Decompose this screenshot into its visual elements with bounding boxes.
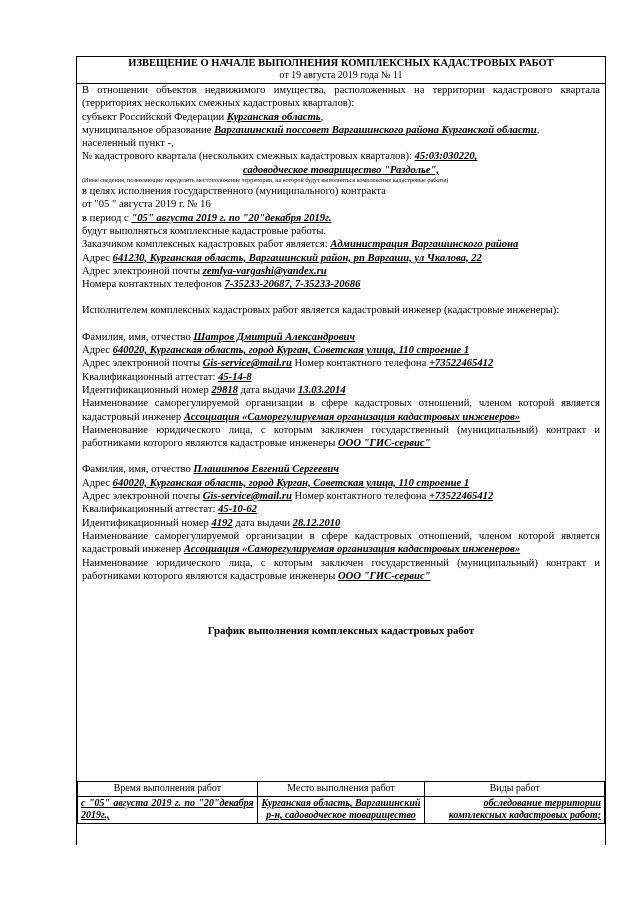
- subject-value: Курганская область: [226, 111, 321, 123]
- engineer-block-2: [82, 463, 600, 583]
- cert-label: Квалификационный аттестат:: [82, 504, 219, 516]
- location-note: (Иные сведения, позволяющие определить местоположение территории, на которой будут выполняться комплексные кадастровые работы): [82, 177, 449, 185]
- period-line: [82, 212, 600, 225]
- customer-label: Заказчиком комплексных кадастровых работ является:: [82, 239, 331, 251]
- spacer: [82, 291, 600, 304]
- subject-tail: ,: [320, 111, 324, 123]
- issue-value: 28.12.2010: [292, 517, 341, 529]
- notice-title: ИЗВЕЩЕНИЕ О НАЧАЛЕ ВЫПОЛНЕНИЯ КОМПЛЕКСНЫХ КАДАСТРОВЫХ РАБОТ: [128, 58, 554, 69]
- phone-label: Номер контактного телефона: [291, 491, 429, 503]
- row-place-value: Курганская область, Варгашинский р-н, садоводческое товарищество: [261, 798, 421, 821]
- municipal-label: муниципальное образование: [82, 124, 215, 136]
- contract-date: от "05 " августа 2019 г. № 16: [82, 199, 211, 211]
- engineer-address: [82, 477, 600, 490]
- works-line: будут выполняться комплексные кадастровые работы.: [82, 225, 327, 237]
- intro-paragraph: В отношении объектов недвижимого имущества, расположенных на территории кадастрового квартала (территориях нескольких смежных кадастровых кварталов):: [82, 85, 600, 110]
- notice-frame: [76, 56, 606, 845]
- settlement-line: населенный пункт -,: [82, 138, 174, 150]
- subject-label: субъект Российской Федерации: [82, 111, 227, 123]
- customer-email-value: zemlya-vargashi@yandex.ru: [202, 265, 327, 277]
- row-kind: [425, 797, 605, 824]
- row-time-value: с "05" августа 2019 г. по "20"декабря 2019г.,: [81, 798, 254, 821]
- engineer-fio: [82, 463, 600, 476]
- engineer-block-1: [82, 331, 600, 451]
- engineer-address: [82, 344, 600, 357]
- engineer-contacts: [82, 490, 600, 503]
- id-value: 29818: [211, 384, 238, 396]
- legal-value: ООО "ГИС-сервис": [338, 438, 431, 450]
- cert-label: Квалификационный аттестат:: [82, 371, 219, 383]
- row-kind-value: обследование территории комплексных кадастровых работ;: [448, 798, 601, 821]
- engineer-fio: [82, 331, 600, 344]
- email-label: Адрес электронной почты: [82, 491, 203, 503]
- quarter-line-2: [82, 164, 600, 177]
- customer-phones-value: 7-35233-20687, 7-35233-20686: [224, 279, 361, 291]
- customer-phones: [82, 278, 600, 291]
- fio-value: Плашинпов Евгений Сергеевич: [193, 464, 339, 476]
- quarter-value-2: садоводческое товарищество "Раздолье",: [242, 164, 440, 176]
- id-value: 4192: [211, 517, 233, 529]
- sro-value: Ассоциация «Саморегулируемая организация кадастровых инженеров»: [183, 544, 521, 556]
- spacer: [82, 583, 600, 623]
- customer-email-label: Адрес электронной почты: [82, 265, 203, 277]
- customer-value: Администрация Варгашинского района: [330, 239, 519, 251]
- period-value: "05" августа 2019 г. по "20"декабря 2019г.: [131, 212, 332, 224]
- row-place: [257, 797, 425, 824]
- legal-value: ООО "ГИС-сервис": [338, 570, 431, 582]
- sro-value: Ассоциация «Саморегулируемая организация кадастровых инженеров»: [183, 411, 521, 423]
- schedule-row: [78, 797, 605, 824]
- customer-address-value: 641230, Курганская область, Варгашинский район, рп Варгаши, ул Чкалова, 22: [112, 252, 482, 264]
- spacer: [82, 318, 600, 331]
- email-label: Адрес электронной почты: [82, 358, 203, 370]
- engineer-id: [82, 517, 600, 530]
- issue-value: 13.03.2014: [297, 384, 346, 396]
- id-label: Идентификационный номер: [82, 517, 212, 529]
- engineer-legal: [82, 557, 600, 584]
- legal-label: Наименование юридического лица, с которым заключен государственный (муниципальный) контракт и работниками которого являются кадастровые инженеры: [82, 424, 600, 450]
- sro-label: Наименование саморегулируемой организации в сфере кадастровых отношений, членом которой является кадастровый инженер: [82, 398, 600, 423]
- issue-label: дата выдачи: [237, 384, 298, 396]
- schedule-title: График выполнения комплексных кадастровых работ: [207, 625, 475, 638]
- header-place: Место выполнения работ: [257, 782, 425, 797]
- customer-address-label: Адрес: [82, 252, 113, 264]
- quarter-label: № кадастрового квартала (нескольких смежных кадастровых кварталов):: [82, 151, 415, 163]
- customer-address: [82, 252, 600, 265]
- engineer-sro: [82, 530, 600, 557]
- municipal-value: Варгашинский поссовет Варгашинского района Курганской области: [214, 124, 537, 136]
- engineer-cert: [82, 371, 600, 384]
- quarter-value: 45:03:030220,: [414, 151, 478, 163]
- municipal-line: [82, 124, 600, 137]
- address-label: Адрес: [82, 345, 113, 357]
- period-label: в период с: [82, 212, 132, 224]
- address-label: Адрес: [82, 477, 113, 489]
- phone-value: +73522465412: [428, 491, 494, 503]
- row-time: [78, 797, 258, 824]
- phone-label: Номер контактного телефона: [291, 358, 429, 370]
- legal-label: Наименование юридического лица, с которым заключен государственный (муниципальный) контракт и работниками которого являются кадастровые инженеры: [82, 557, 600, 582]
- address-value: 640020, Курганская область, город Курган, Советская улица, 110 строение 1: [112, 345, 470, 357]
- fio-value: Шатров Дмитрий Александрович: [193, 331, 356, 343]
- spacer: [82, 450, 600, 463]
- customer-email: [82, 265, 600, 278]
- fio-label: Фамилия, имя, отчество: [82, 464, 194, 476]
- cert-value: 45-14-8: [218, 371, 252, 383]
- engineer-legal: [82, 424, 600, 451]
- contract-line: в целях исполнения государственного (муниципального) контракта: [82, 186, 386, 198]
- notice-subtitle: от 19 августа 2019 года № 11: [279, 70, 403, 81]
- email-value: Gis-service@mail.ru: [202, 358, 292, 370]
- schedule-header-row: [78, 782, 605, 797]
- notice-body: [82, 57, 600, 637]
- phone-value: +73522465412: [428, 358, 494, 370]
- schedule-table: [77, 781, 605, 824]
- fio-label: Фамилия, имя, отчество: [82, 331, 194, 343]
- email-value: Gis-service@mail.ru: [202, 491, 292, 503]
- engineer-id: [82, 384, 600, 397]
- address-value: 640020, Курганская область, город Курган, Советская улица, 110 строение 1: [112, 477, 470, 489]
- sro-label: Наименование саморегулируемой организации в сфере кадастровых отношений, членом которой является кадастровый инженер: [82, 530, 600, 556]
- id-label: Идентификационный номер: [82, 384, 212, 396]
- engineer-contacts: [82, 357, 600, 370]
- issue-label: дата выдачи: [232, 517, 293, 529]
- customer-phones-label: Номера контактных телефонов: [82, 279, 225, 291]
- municipal-tail: ,: [536, 124, 540, 136]
- subject-line: [82, 111, 600, 124]
- header-time: Время выполнения работ: [78, 782, 258, 797]
- header-kind: Виды работ: [425, 782, 605, 797]
- quarter-line: [82, 150, 600, 163]
- customer-line: [82, 238, 600, 251]
- engineer-cert: [82, 503, 600, 516]
- cert-value: 45-10-62: [218, 504, 257, 516]
- executor-intro: Исполнителем комплексных кадастровых работ является кадастровый инженер (кадастровые инженеры):: [82, 305, 560, 317]
- engineer-sro: [82, 397, 600, 424]
